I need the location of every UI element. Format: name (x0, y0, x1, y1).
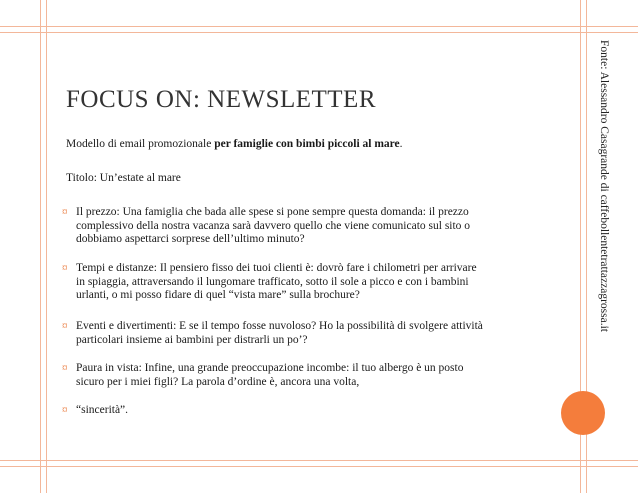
intro-suffix: . (399, 138, 403, 150)
frame-line-top-inner (0, 32, 638, 33)
intro-prefix: Modello di email promozionale (66, 138, 215, 150)
bullet-line: in spiaggia, attraversando il lungomare trafficato, sotto il sole a picco e con i bambini (76, 275, 469, 288)
intro-text (66, 138, 403, 150)
bullet-line: Il prezzo: Una famiglia che bada alle spese si pone sempre questa domanda: il prezzo (76, 206, 469, 218)
bullet-line: complessivo della nostra vacanza sarà davvero quello che viene comunicato sul sito o (76, 219, 471, 232)
frame-line-bottom-inner (0, 460, 638, 461)
bullet-line: Eventi e divertimenti: E se il tempo fosse nuvoloso? Ho la possibilità di svolgere attività (76, 320, 483, 332)
bullet-icon: ¤ (62, 362, 68, 374)
bullet-line: urlanti, o mi posso fidare di quel “vista mare” sulla brochure? (76, 289, 360, 301)
list-item (62, 262, 477, 303)
list-item (62, 206, 470, 247)
frame-line-left-inner (46, 0, 47, 493)
page-title: FOCUS ON: NEWSLETTER (66, 86, 376, 113)
list-item (62, 362, 463, 389)
bullet-icon: ¤ (62, 206, 68, 218)
bullet-icon: ¤ (62, 262, 68, 274)
source-credit: Fonte: Alessandro Casagrande di caffebollentetrattazzagrossa.it (598, 40, 610, 332)
bullet-line: “sincerità”. (76, 404, 129, 416)
list-item (62, 404, 128, 418)
frame-line-bottom-outer (0, 466, 638, 467)
bullet-line: Paura in vista: Infine, una grande preoccupazione incombe: il tuo albergo è un posto (76, 362, 464, 374)
bullet-icon: ¤ (62, 320, 68, 332)
bullet-icon: ¤ (62, 404, 68, 416)
frame-line-top-outer (0, 26, 638, 27)
frame-line-left-outer (40, 0, 41, 493)
list-item (62, 320, 483, 347)
decorative-circle (561, 391, 605, 435)
bullet-line: Tempi e distanze: Il pensiero fisso dei tuoi clienti è: dovrò fare i chilometri per arrivare (76, 262, 477, 274)
bullet-line: sicuro per i miei figli? La parola d’ordine è, ancora una volta, (76, 375, 360, 388)
newsletter-subtitle: Titolo: Un’estate al mare (66, 172, 181, 184)
bullet-line: dobbiamo aspettarci sorprese dell’ultimo minuto? (76, 233, 305, 245)
intro-bold: per famiglie con bimbi piccoli al mare (214, 138, 400, 150)
bullet-line: particolari insieme ai bambini per distrarli un po’? (76, 333, 308, 346)
